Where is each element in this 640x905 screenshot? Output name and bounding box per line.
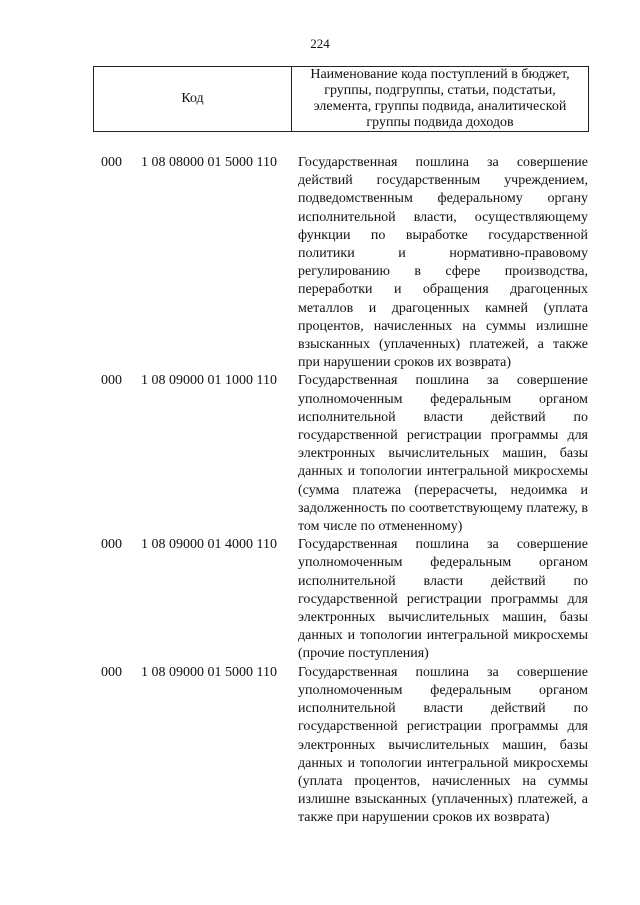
revenue-code: 1 08 09000 01 1000 110 xyxy=(141,373,277,389)
list-item xyxy=(0,536,640,663)
admin-code: 000 xyxy=(101,373,122,389)
revenue-code-list xyxy=(0,154,640,828)
list-item xyxy=(0,664,640,828)
revenue-description: Государственная пошлина за совершение уполномоченным федеральным органом исполнительной власти действий по государственной регистрации программы для электронных вычислительных машин, базы данных и топологии интегральной микросхемы (сумма платежа (перерасчеты, недоимка и задолженность по соответствующему платежу, в том числе по отмененному) xyxy=(298,373,588,535)
revenue-code: 1 08 08000 01 5000 110 xyxy=(141,155,277,170)
page-number: 224 xyxy=(310,36,330,51)
list-item xyxy=(0,154,640,372)
admin-code: 000 xyxy=(101,664,122,680)
revenue-description: Государственная пошлина за совершение уполномоченным федеральным органом исполнительной власти действий по государственной регистрации программы для электронных вычислительных машин, базы данных и топологии интегральной микросхемы (уплата процентов, начисленных на суммы излишне взысканных (уплаченных) платежей, а также при нарушении сроков их возврата) xyxy=(298,664,588,826)
admin-code: 000 xyxy=(101,155,122,170)
admin-code: 000 xyxy=(101,537,122,553)
revenue-description: Государственная пошлина за совершение уполномоченным федеральным органом исполнительной власти действий по государственной регистрации программы для электронных вычислительных машин, базы данных и топологии интегральной микросхемы (прочие поступления) xyxy=(298,537,588,662)
revenue-description: Государственная пошлина за совершение действий государственным учреждением, подведомственным федеральному органу исполнительной власти, осуществляющему функции по выработке государственной политики и нормативно-правовому регулированию в сфере производства, переработки и обращения драгоценных металлов и драгоценных камней (уплата процентов, начисленных на суммы излишне взысканных (уплаченных) платежей, а также при нарушении сроков их возврата) xyxy=(298,155,588,371)
list-item xyxy=(0,372,640,536)
revenue-code: 1 08 09000 01 5000 110 xyxy=(141,664,277,680)
revenue-code: 1 08 09000 01 4000 110 xyxy=(141,537,277,553)
table-header xyxy=(93,66,589,132)
header-name-label: Наименование кода поступлений в бюджет, группы, подгруппы, статьи, подстатьи, элемента, группы подвида, аналитической группы подвида доходов xyxy=(310,67,570,130)
header-code-label: Код xyxy=(94,67,292,131)
